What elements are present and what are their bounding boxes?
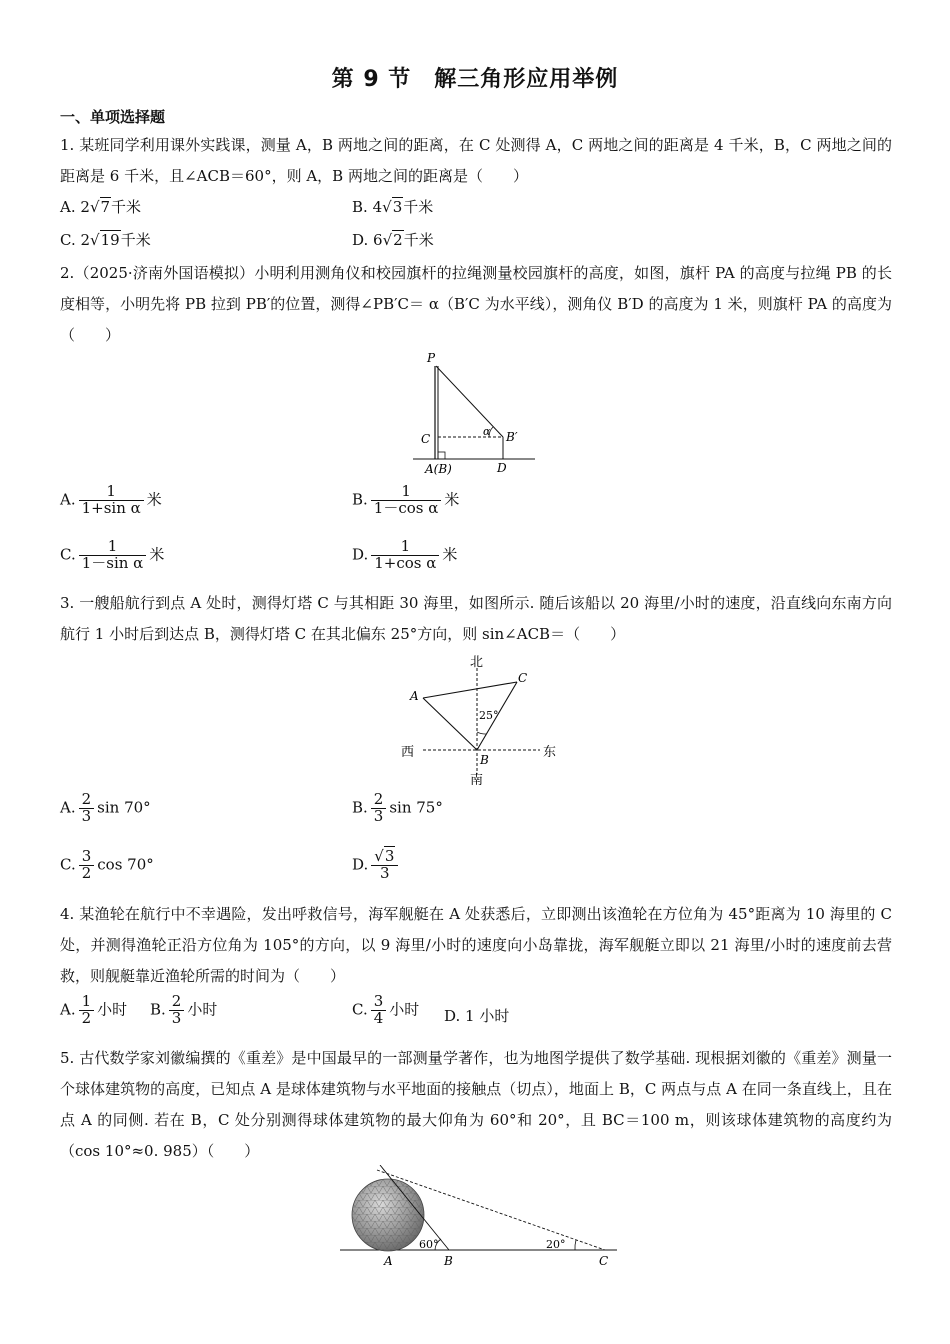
question-3-text: 3. 一艘船航行到点 A 处时，测得灯塔 C 与其相距 30 海里，如图所示. 随后该船以 20 海里/小时的速度，沿直线向东南方向航行 1 小时后到达点 B，测得灯塔 C 在其北偏东 25°方向，则 sin∠ACB＝（ ） xyxy=(60,594,892,643)
q4-option-a[interactable]: A. $\frac{1}{2}$ 小时 xyxy=(60,992,128,1027)
label-b-prime: B′ xyxy=(506,430,518,444)
label-south: 南 xyxy=(470,773,484,787)
flagpole-figure xyxy=(405,348,545,478)
label-a: A xyxy=(384,1254,393,1268)
label-c: C xyxy=(518,671,528,685)
q4-option-b[interactable]: B. $\frac{2}{3}$ 小时 xyxy=(150,992,218,1027)
angle-arc xyxy=(477,732,486,734)
label-east: 东 xyxy=(543,745,557,760)
label-b: B xyxy=(480,753,489,767)
label-north: 北 xyxy=(470,655,484,670)
q1-option-b[interactable]: B. 4√3千米 xyxy=(352,198,434,216)
q1-option-d[interactable]: D. 6√2千米 xyxy=(352,231,434,249)
q3-option-b[interactable]: B. $\frac{2}{3}$ sin 75° xyxy=(352,790,443,825)
q2-option-a[interactable]: A. $\frac{1}{\text{1+sin α}}$ 米 xyxy=(60,482,162,517)
segment-ab xyxy=(423,698,477,750)
label-ab: A(B) xyxy=(425,462,452,476)
question-5-text: 5. 古代数学家刘徽编撰的《重差》是中国最早的一部测量学著作，也为地图学提供了数学基础. 现根据刘徽的《重差》测量一个球体建筑物的高度，已知点 A 是球体建筑物与水平地面的接触点（切点），地面上 B，C 两点与点 A 在同一条直线上，且在点 A 的同侧. 若在 B，C 处分别测得球体建筑物的最大仰角为 60°和 20°，且 BC＝100 m，则该球体建筑物的高度约为（cos 10°≈0. 985）（ ） xyxy=(60,1049,892,1160)
sphere-building-figure xyxy=(335,1165,625,1270)
label-d: D xyxy=(497,461,507,475)
q1-option-a[interactable]: A. 2√7千米 xyxy=(60,198,142,216)
label-a: A xyxy=(410,689,419,703)
q4-option-d[interactable]: D. 1 小时 xyxy=(444,1007,510,1025)
question-2-text: 2.（2025·济南外国语模拟）小明利用测角仪和校园旗杆的拉绳测量校园旗杆的高度，如图，旗杆 PA 的高度与拉绳 PB 的长度相等，小明先将 PB 拉到 PB′的位置，测得∠PB′C＝ α（B′C 为水平线），测角仪 B′D 的高度为 1 米，则旗杆 PA 的高度为（ ） xyxy=(60,264,892,344)
label-c: C xyxy=(599,1254,609,1268)
sphere-mesh xyxy=(352,1179,424,1251)
section-heading: 一、单项选择题 xyxy=(60,108,166,126)
q1-option-c[interactable]: C. 2√19千米 xyxy=(60,231,151,249)
label-c: C xyxy=(421,432,431,446)
q2-option-d[interactable]: D. $\frac{1}{\text{1+cos α}}$ 米 xyxy=(352,537,458,572)
q3-option-c[interactable]: C. $\frac{3}{2}$ cos 70° xyxy=(60,847,154,882)
label-west: 西 xyxy=(401,745,415,760)
label-b: B xyxy=(444,1254,453,1268)
question-4-text: 4. 某渔轮在航行中不幸遇险，发出呼救信号，海军舰艇在 A 处获悉后，立即测出该渔轮在方位角为 45°距离为 10 海里的 C 处，并测得渔轮正沿方位角为 105°的方向，以 9 海里/小时的速度向小岛靠拢，海军舰艇立即以 21 海里/小时的速度前去营救，则舰艇靠近渔轮所需的时间为（ ） xyxy=(60,905,892,985)
q3-option-a[interactable]: A. $\frac{2}{3}$ sin 70° xyxy=(60,790,151,825)
q2-option-c[interactable]: C. $\frac{1}{\text{1－sin α}}$ 米 xyxy=(60,537,165,572)
label-p: P xyxy=(427,351,436,365)
q2-option-b[interactable]: B. $\frac{1}{\text{1－cos α}}$ 米 xyxy=(352,482,460,517)
label-20: 20° xyxy=(546,1238,566,1251)
arc-20 xyxy=(575,1240,576,1250)
label-60: 60° xyxy=(419,1238,439,1251)
right-angle-mark xyxy=(438,452,445,459)
q3-option-d[interactable]: D. $\frac{√3}{3}$ xyxy=(352,849,401,882)
bearing-figure xyxy=(395,652,560,787)
question-1-text: 1. 某班同学利用课外实践课，测量 A，B 两地之间的距离，在 C 处测得 A，C 两地之间的距离是 4 千米，B，C 两地之间的距离是 6 千米，且∠ACB＝60°，则 A，B 两地之间的距离是（ ） xyxy=(60,136,892,185)
segment-ac xyxy=(423,682,517,698)
rope-pb-prime xyxy=(436,366,503,437)
label-alpha: α xyxy=(483,425,491,438)
label-angle: 25° xyxy=(479,709,499,722)
q4-option-c[interactable]: C. $\frac{3}{4}$ 小时 xyxy=(352,992,420,1027)
page-title: 第 9 节 解三角形应用举例 xyxy=(331,67,619,92)
